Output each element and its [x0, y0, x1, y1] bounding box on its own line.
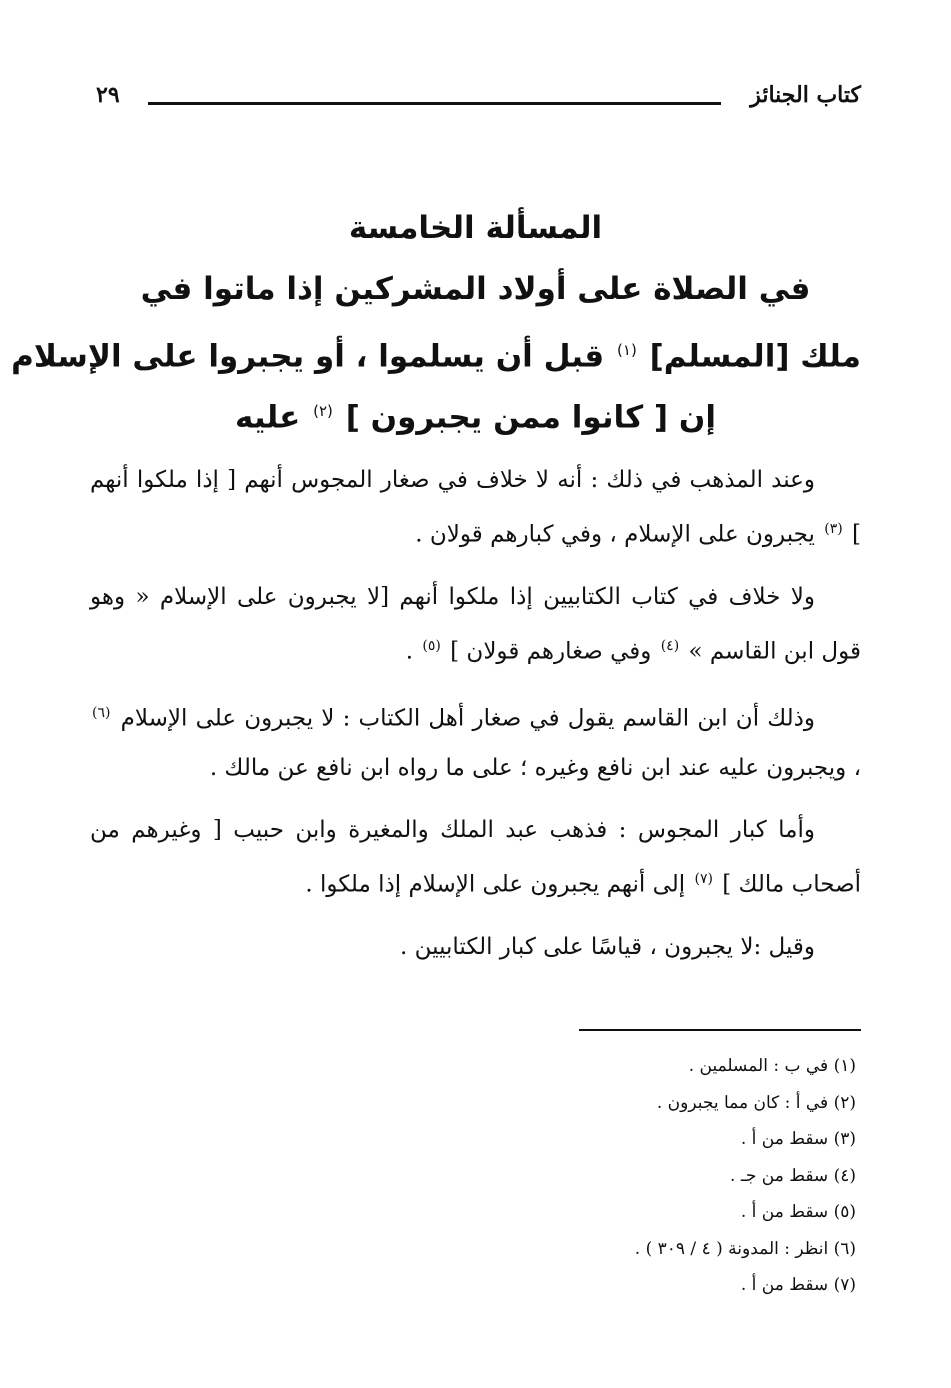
footnote-item: (٥) سقط من أ .: [740, 1202, 856, 1222]
running-header: [96, 80, 861, 120]
heading-line-3: ملك [المسلم] $^{(١)}$ قبل أن يسلموا ، أو يجبروا على الإسلام: [11, 338, 861, 375]
body-text: [90, 456, 861, 985]
footnote-ref: (٢): [313, 402, 333, 420]
footnote-ref: (٥): [422, 637, 441, 654]
footnote-item: (٧) سقط من أ .: [740, 1275, 856, 1295]
header-rule: [148, 102, 721, 105]
footnote-ref: (٧): [694, 870, 713, 887]
footnote-ref: (٣): [824, 521, 843, 537]
heading-line-4: إن [ كانوا ممن يجبرون ] $^{(٢)}$ عليه: [235, 399, 716, 436]
footnote-item: (٦) انظر : المدونة ( ٤ / ٣٠٩ ) .: [634, 1238, 856, 1259]
paragraph-4: وأما كبار المجوس : فذهب عبد الملك والمغيرة وابن حبيب [ وغيرهم من أصحاب مالك ] $^{(٧)}$ إلى أنهم يجبرون على الإسلام إذا ملكوا .: [90, 816, 861, 898]
paragraph-1: وعند المذهب في ذلك : أنه لا خلاف في صغار المجوس أنهم [ إذا ملكوا أنهم ] $^{(٣)}$ يجبرون على الإسلام ، وفي كبارهم قولان .: [90, 467, 861, 548]
footnote-item: (٢) في أ : كان مما يجبرون .: [656, 1092, 856, 1113]
page-number: ٢٩: [96, 82, 120, 108]
paragraph-3: وذلك أن ابن القاسم يقول في صغار أهل الكتاب : لا يجبرون على الإسلام $^{(٦)}$ ، ويجبرون عليه عند ابن نافع وغيره ؛ على ما رواه ابن نافع عن مالك .: [92, 705, 861, 781]
paragraph-5: وقيل :لا يجبرون ، قياسًا على كبار الكتابيين .: [400, 933, 815, 960]
footnote-separator: [579, 1029, 861, 1031]
chapter-heading: [11, 198, 861, 442]
running-header-title: كتاب الجنائز: [750, 82, 861, 108]
heading-line-1: المسألة الخامسة: [348, 210, 603, 246]
footnotes: [256, 1048, 856, 1304]
footnote-item: (١) في ب : المسلمين .: [688, 1056, 856, 1076]
footnote-ref: (٤): [660, 637, 680, 654]
footnote-item: (٣) سقط من أ .: [740, 1129, 856, 1149]
footnote-ref: (١): [617, 341, 637, 359]
footnote-ref: (٦): [92, 705, 111, 722]
heading-line-2: في الصلاة على أولاد المشركين إذا ماتوا في: [140, 271, 811, 307]
footnote-item: (٤) سقط من جـ .: [730, 1165, 856, 1186]
paragraph-2: ولا خلاف في كتاب الكتابيين إذا ملكوا أنهم [لا يجبرون على الإسلام « وهو قول ابن القاسم » $^{(٤)}$ وفي صغارهم قولان ] $^{(٥)}$ .: [90, 583, 861, 665]
